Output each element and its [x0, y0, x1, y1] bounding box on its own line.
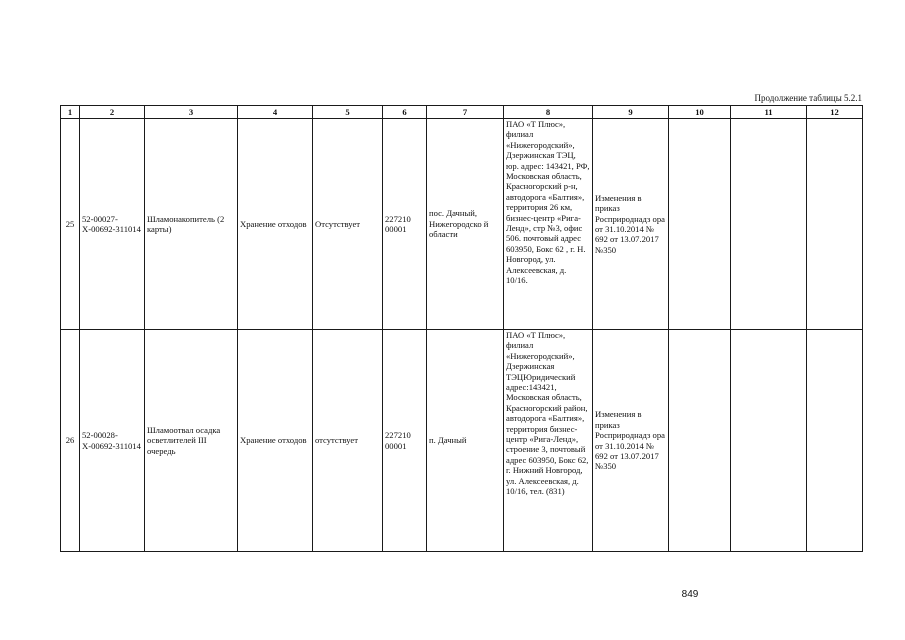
object-location: пос. Дачный, Нижегородско й области	[427, 119, 504, 330]
cell-col10	[669, 119, 731, 330]
owner-info: ПАО «Т Плюс», филиал «Нижегородский», Дзержинская ТЭЦЮридический адрес:143421, Московская область, Красногорский район, автодорога «Балтия», территория бизнес-центр «Рига-Ленд», строение 3, почтовый адрес 603950, Бокс 62, г. Нижний Новгород, ул. Алексеевская, д. 10/16, тел. (831)	[504, 330, 593, 552]
header-cell: 7	[427, 106, 504, 119]
header-cell: 3	[145, 106, 238, 119]
cell-col11	[731, 330, 807, 552]
object-name: Шламонакопитель (2 карты)	[145, 119, 238, 330]
header-cell: 1	[61, 106, 80, 119]
owner-info: ПАО «Т Плюс», филиал «Нижегородский», Дзержинская ТЭЦ, юр. адрес: 143421, РФ, Московская область, Красногорский р-н, автодорога «Балтия», территория 26 км, бизнес-центр «Рига-Ленд», стр №3, офис 506. почтовый адрес 603950, Бокс 62 , г. Н. Новгород, ул. Алексеевская, д. 10/16.	[504, 119, 593, 330]
object-status: Отсутствует	[313, 119, 383, 330]
object-purpose: Хранение отходов	[238, 330, 313, 552]
oktmo-code: 227210 00001	[383, 119, 427, 330]
object-name: Шламоотвал осадка осветлителей III очередь	[145, 330, 238, 552]
row-number: 26	[61, 330, 80, 552]
header-row	[61, 106, 863, 119]
header-cell: 2	[80, 106, 145, 119]
cell-col10	[669, 330, 731, 552]
header-cell: 10	[669, 106, 731, 119]
object-status: отсутствует	[313, 330, 383, 552]
object-code: 52-00028-Х-00692-311014	[80, 330, 145, 552]
cell-col12	[807, 330, 863, 552]
oktmo-code: 227210 00001	[383, 330, 427, 552]
change-note: Изменения в приказ Росприроднадз ора от 31.10.2014 № 692 от 13.07.2017 №350	[593, 330, 669, 552]
header-cell: 8	[504, 106, 593, 119]
row-number: 25	[61, 119, 80, 330]
change-note: Изменения в приказ Росприроднадз ора от 31.10.2014 № 692 от 13.07.2017 №350	[593, 119, 669, 330]
header-cell: 5	[313, 106, 383, 119]
object-location: п. Дачный	[427, 330, 504, 552]
object-purpose: Хранение отходов	[238, 119, 313, 330]
cell-col12	[807, 119, 863, 330]
registry-table	[60, 105, 863, 552]
table-row	[61, 330, 863, 552]
table-caption: Продолжение таблицы 5.2.1	[754, 93, 862, 103]
cell-col11	[731, 119, 807, 330]
object-code: 52-00027-Х-00692-311014	[80, 119, 145, 330]
header-cell: 11	[731, 106, 807, 119]
table-row	[61, 119, 863, 330]
header-cell: 4	[238, 106, 313, 119]
header-cell: 9	[593, 106, 669, 119]
header-cell: 6	[383, 106, 427, 119]
header-cell: 12	[807, 106, 863, 119]
page-number: 849	[681, 589, 699, 600]
